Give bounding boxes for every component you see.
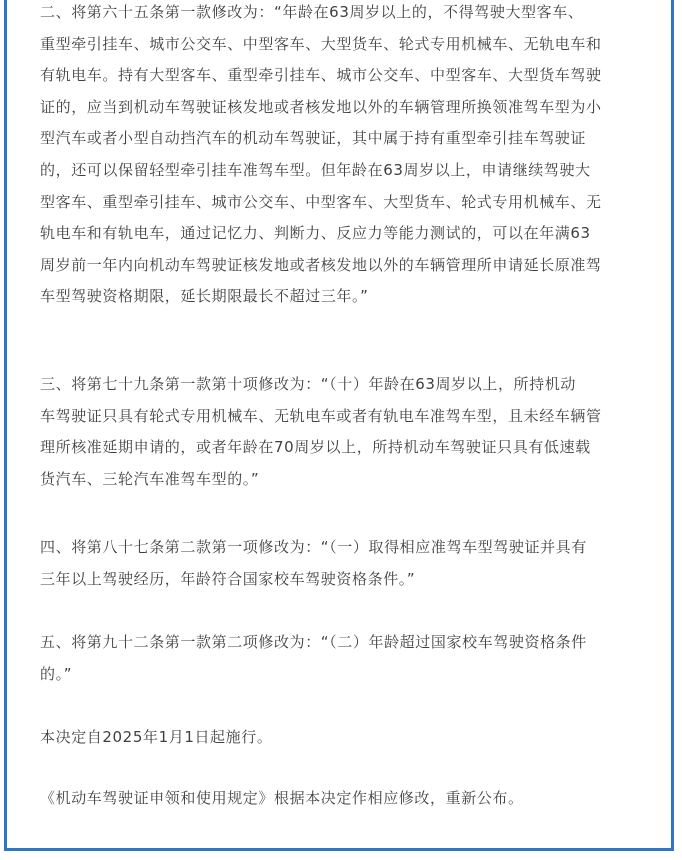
text-line: 车驾驶证只具有轮式专用机械车、无轨电车或者有轨电车准驾车型，且未经车辆管: [40, 406, 602, 425]
text-line: 本决定自2025年1月1日起施行。: [40, 728, 273, 746]
paragraph-republication: [40, 783, 657, 815]
text-line: 的。”: [40, 664, 73, 683]
text-line: 有轨电车。持有大型客车、重型牵引挂车、城市公交车、中型客车、大型货车驾驶: [40, 66, 602, 85]
paragraph-amendment-4: [40, 532, 657, 595]
text-line: 《机动车驾驶证申领和使用规定》根据本决定作相应修改，重新公布。: [40, 789, 524, 807]
text-line: 货汽车、三轮汽车准驾车型的。”: [40, 469, 260, 488]
paragraph-amendment-5: [40, 627, 657, 690]
text-line: 轨电车和有轨电车，通过记忆力、判断力、反应力等能力测试的，可以在年满63: [40, 224, 591, 243]
paragraph-effective-date: [40, 722, 657, 754]
article-frame: [4, 0, 674, 851]
text-line: 车型驾驶资格期限，延长期限最长不超过三年。”: [40, 287, 369, 306]
paragraph-amendment-3: [40, 369, 657, 495]
paragraph-amendment-2: [40, 0, 657, 313]
text-line: 型客车、重型牵引挂车、城市公交车、中型客车、大型货车、轮式专用机械车、无: [40, 192, 602, 211]
text-line: 四、将第八十七条第二款第一项修改为：“（一）取得相应准驾车型驾驶证并具有: [40, 538, 587, 556]
text-line: 三、将第七十九条第一款第十项修改为：“（十）年龄在63周岁以上，所持机动: [40, 375, 576, 393]
text-line: 的，还可以保留轻型牵引挂车准驾车型。但年龄在63周岁以上，申请继续驾驶大: [40, 160, 591, 179]
text-line: 重型牵引挂车、城市公交车、中型客车、大型货车、轮式专用机械车、无轨电车和: [40, 34, 602, 53]
text-line: 理所核准延期申请的，或者年龄在70周岁以上，所持机动车驾驶证只具有低速载: [40, 438, 591, 457]
text-line: 周岁前一年内向机动车驾驶证核发地或者核发地以外的车辆管理所申请延长原准驾: [40, 255, 602, 274]
text-line: 二、将第六十五条第一款修改为：“年龄在63周岁以上的，不得驾驶大型客车、: [40, 3, 584, 21]
text-line: 证的，应当到机动车驾驶证核发地或者核发地以外的车辆管理所换领准驾车型为小: [40, 97, 602, 116]
text-line: 三年以上驾驶经历，年龄符合国家校车驾驶资格条件。”: [40, 569, 416, 588]
text-line: 型汽车或者小型自动挡汽车的机动车驾驶证，其中属于持有重型牵引挂车驾驶证: [40, 129, 587, 148]
text-line: 五、将第九十二条第一款第二项修改为：“（二）年龄超过国家校车驾驶资格条件: [40, 633, 587, 651]
